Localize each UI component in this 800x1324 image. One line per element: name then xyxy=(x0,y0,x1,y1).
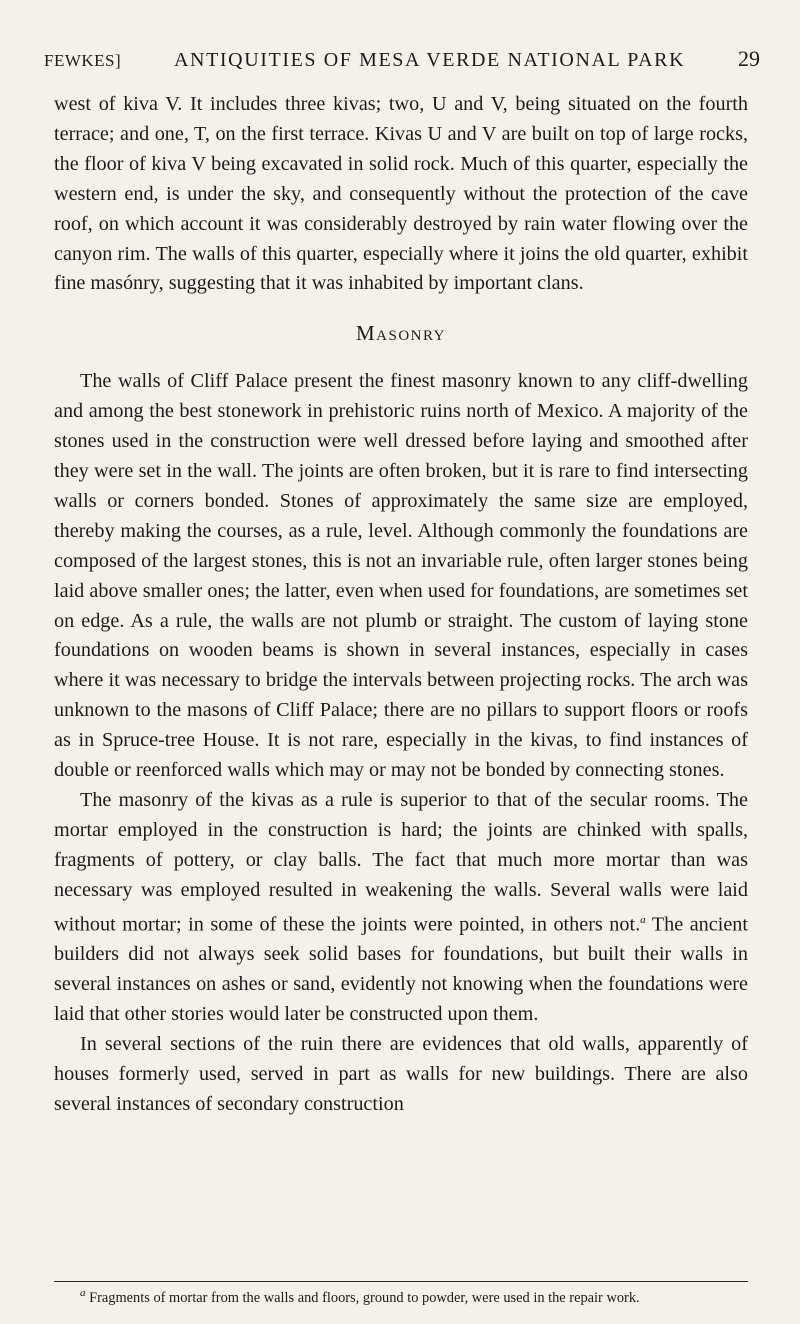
running-header xyxy=(44,46,760,80)
page-number: 29 xyxy=(737,46,760,71)
paragraph-kiva-masonry xyxy=(54,786,748,1030)
running-header-author: FEWKES] xyxy=(44,51,122,70)
paragraph-continuation: west of kiva V. It includes three kivas; two, U and V, being situated on the fourth terrace; and one, T, on the first terrace. Kivas U and V are built on top of large rocks, the floor of kiva V being excavated in solid rock. Much of this quarter, especially the western end, is under the sky, and consequently without the protection of the cave roof, on which account it was considerably destroyed by rain water flowing over the canyon rim. The walls of this quarter, especially where it joins the old quarter, exhibit fine masónry, suggesting that it was inhabited by important clans. xyxy=(54,93,748,295)
paragraph-kiva-masonry-part2: The ancient builders did not always seek solid bases for foundations, but built their walls in several instances on ashes or sand, evidently not knowing when the foundations were laid that other stories would later be constructed upon them. xyxy=(54,913,748,1026)
footnote-reference: a xyxy=(640,913,646,926)
body-text xyxy=(54,90,748,1120)
footnote-text: Fragments of mortar from the walls and floors, ground to powder, were used in the repair work. xyxy=(85,1289,640,1306)
footnote-divider xyxy=(54,1281,748,1282)
paragraph-masonry-walls: The walls of Cliff Palace present the finest masonry known to any cliff-dwelling and among the best stonework in prehistoric ruins north of Mexico. A majority of the stones used in the construction were well dressed before laying and smoothed after they were set in the wall. The joints are often broken, but it is rare to find intersecting walls or corners bonded. Stones of approximately the same size are employed, thereby making the courses, as a rule, level. Although commonly the foundations are composed of the largest stones, this is not an invariable rule, often larger stones being laid above smaller ones; the latter, even when used for foundations, are sometimes set on edge. As a rule, the walls are not plumb or straight. The custom of laying stone foundations on wooden beams is shown in several instances, especially in cases where it was necessary to bridge the intervals between projecting rocks. The arch was unknown to the masons of Cliff Palace; there are no pillars to support floors or roofs as in Spruce-tree House. It is not rare, especially in the kivas, to find instances of double or reenforced walls which may or may not be bonded by connecting stones. xyxy=(54,370,748,782)
paragraph-kiva-masonry-part1: The masonry of the kivas as a rule is superior to that of the secular rooms. The mortar employed in the construction is hard; the joints are chinked with spalls, fragments of pottery, or clay balls. The fact that much more mortar than was necessary was employed resulted in weakening the walls. Several walls were laid without mortar; in some of these the joints were pointed, in others not. xyxy=(54,788,748,936)
running-header-title: ANTIQUITIES OF MESA VERDE NATIONAL PARK xyxy=(174,49,686,71)
section-heading: Masonry xyxy=(355,321,447,346)
paragraph-old-walls: In several sections of the ruin there are evidences that old walls, apparently of houses formerly used, served in part as walls for new buildings. There are also several instances of secondary construction xyxy=(54,1032,748,1115)
footnote xyxy=(54,1284,748,1308)
footnote-marker: a xyxy=(80,1287,86,1299)
